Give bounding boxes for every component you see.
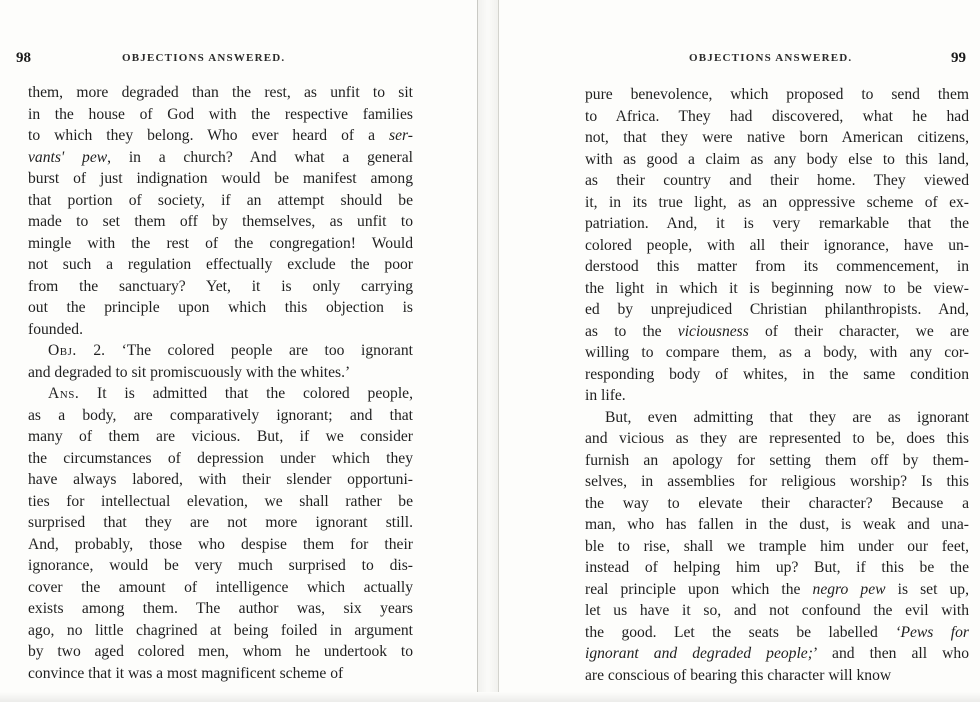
text-line: [28, 491, 413, 513]
small-caps-run: Obj.: [48, 342, 77, 359]
italic-run: negro pew: [812, 580, 886, 598]
text-line: [28, 168, 413, 190]
text-run: them, more degraded than the rest, as unfit to sit: [28, 84, 413, 101]
text-run: by two aged colored men, whom he undertook to: [28, 643, 413, 660]
text-run: convince that it was a most magnificent scheme of: [28, 664, 344, 682]
text-line: [585, 600, 969, 622]
text-run: responding body of whites, in the same condition: [585, 365, 969, 383]
text-line: [28, 534, 413, 556]
text-line: [585, 493, 969, 515]
text-run: burst of just indignation would be manifest among: [28, 170, 413, 187]
right-page: [498, 0, 980, 702]
text-run: derstood this matter from its commencement, in: [585, 258, 969, 275]
text-run: made to set them off by themselves, as unfit to: [28, 213, 413, 230]
italic-run: ignorant and degraded people;: [585, 645, 813, 662]
text-run: of their character, we are: [748, 322, 969, 340]
text-run: not such a regulation effectually exclude the poor: [28, 256, 413, 273]
text-run: as to the: [585, 322, 678, 340]
text-run: ed by unprejudiced Christian philanthropists. And,: [585, 301, 969, 318]
text-line: [585, 622, 969, 644]
text-run: is set up,: [885, 580, 969, 598]
text-line: [28, 512, 413, 534]
text-line: [28, 598, 413, 620]
text-line: [585, 84, 969, 106]
text-run: ties for intellectual elevation, we shall rather be: [28, 492, 413, 510]
text-line: [28, 233, 413, 255]
text-line: [28, 147, 413, 169]
text-run: are conscious of bearing this character will know: [585, 666, 892, 684]
text-run: It is admitted that the colored people,: [79, 385, 413, 402]
text-run: to which they belong. Who ever heard of a: [28, 127, 390, 144]
text-line: [585, 106, 969, 128]
text-run: surprised that they are not more ignorant still.: [28, 514, 413, 531]
text-run: pure benevolence, which proposed to send them: [585, 86, 969, 103]
text-line: [585, 514, 969, 536]
text-line: [585, 665, 969, 687]
text-run: in life.: [585, 387, 626, 404]
text-run: it, in its true light, as an oppressive scheme of ex-: [585, 193, 969, 211]
text-run: ’ and then all who: [812, 645, 969, 662]
text-line: [585, 170, 969, 192]
text-line: [28, 577, 413, 599]
italic-run: ser-: [389, 127, 413, 144]
italic-run: vants' pew: [28, 148, 108, 166]
text-line: [28, 362, 413, 384]
text-line: [585, 643, 969, 665]
text-run: from the sanctuary? Yet, it is only carrying: [28, 277, 413, 295]
text-run: And, probably, those who despise them for their: [28, 535, 413, 553]
text-line: [585, 235, 969, 257]
text-line: [28, 426, 413, 448]
left-page: [0, 0, 478, 702]
text-line: [28, 104, 413, 126]
text-line: [585, 364, 969, 386]
text-line: [585, 127, 969, 149]
text-run: 2. ‘The colored people are too ignorant: [76, 342, 413, 359]
text-line: [28, 555, 413, 577]
small-caps-run: Ans.: [48, 385, 80, 402]
text-run: mingle with the rest of the congregation! Would: [28, 234, 413, 252]
text-run: real principle upon which the: [585, 580, 813, 598]
text-run: many of them are vicious. But, if we consider: [28, 428, 413, 445]
text-line: [585, 428, 969, 450]
text-line: [585, 256, 969, 278]
text-line: [585, 321, 969, 343]
text-line: [28, 297, 413, 319]
text-run: the way to elevate their character? Because a: [585, 494, 969, 512]
text-run: ignorance, would be very much surprised to dis-: [28, 557, 413, 574]
italic-run: viciousness: [677, 322, 749, 340]
text-line: [28, 254, 413, 276]
text-line: [585, 471, 969, 493]
text-run: the good. Let the seats be labelled: [585, 623, 896, 641]
text-run: ble to rise, shall we trample him under our feet,: [585, 537, 969, 555]
page-number: 99: [951, 50, 966, 66]
text-line: [585, 342, 969, 364]
text-line: [585, 213, 969, 235]
text-line: [28, 469, 413, 491]
text-line: [28, 641, 413, 663]
page-edge: [0, 692, 980, 702]
text-run: as a body, are comparatively ignorant; and that: [28, 406, 413, 424]
text-line: [585, 450, 969, 472]
text-run: with as good a claim as any body else to this land,: [585, 150, 969, 168]
text-run: not, that they were native born American citizens,: [585, 129, 969, 146]
text-line: [28, 340, 413, 362]
text-line: [585, 557, 969, 579]
text-line: [28, 276, 413, 298]
text-run: But, even admitting that they are as ignorant: [605, 408, 969, 426]
text-line: [585, 536, 969, 558]
text-run: ago, no little chagrined at being foiled in argument: [28, 621, 413, 639]
text-line: [585, 192, 969, 214]
text-run: the light in which it is beginning now to be view-: [585, 279, 969, 297]
text-run: willing to compare them, as a body, with any cor-: [585, 344, 969, 361]
italic-run: ‘Pews for: [895, 623, 969, 641]
text-line: [585, 385, 969, 407]
text-line: [28, 448, 413, 470]
text-run: , in a church? And what a general: [107, 148, 413, 166]
running-head: OBJECTIONS ANSWERED.: [122, 52, 286, 64]
text-line: [585, 299, 969, 321]
text-line: [28, 620, 413, 642]
text-run: instead of helping him up? But, if this be the: [585, 559, 969, 576]
text-run: man, who has fallen in the dust, is weak and una-: [585, 516, 969, 533]
text-run: in the house of God with the respective families: [28, 105, 413, 123]
text-line: [585, 149, 969, 171]
text-line: [585, 579, 969, 601]
text-run: and degraded to sit promiscuously with the whites.’: [28, 363, 351, 381]
text-run: to Africa. They had discovered, what he had: [585, 107, 969, 125]
text-run: out the principle upon which this objection is: [28, 299, 413, 316]
text-run: and vicious as they are represented to be, does this: [585, 430, 969, 447]
text-run: have always labored, with their slender opportuni-: [28, 471, 413, 488]
text-run: patriation. And, it is very remarkable that the: [585, 215, 969, 232]
text-run: that portion of society, if an attempt should be: [28, 191, 413, 209]
page-body: [28, 82, 413, 684]
book-gutter: [478, 0, 498, 702]
text-line: [28, 125, 413, 147]
text-line: [28, 190, 413, 212]
text-run: founded.: [28, 320, 83, 338]
text-line: [28, 82, 413, 104]
text-line: [28, 319, 413, 341]
text-line: [28, 211, 413, 233]
text-line: [28, 405, 413, 427]
text-run: the circumstances of depression under which they: [28, 449, 413, 467]
text-line: [585, 407, 969, 429]
page-body: [585, 84, 969, 686]
text-run: furnish an apology for setting them off by them-: [585, 451, 969, 469]
text-line: [585, 278, 969, 300]
text-line: [28, 663, 413, 685]
text-run: cover the amount of intelligence which actually: [28, 578, 413, 596]
page-number: 98: [16, 50, 31, 66]
text-run: let us have it so, and not confound the evil with: [585, 602, 969, 619]
text-run: as their country and their home. They viewed: [585, 172, 969, 189]
running-head: OBJECTIONS ANSWERED.: [689, 52, 853, 64]
text-run: exists among them. The author was, six years: [28, 600, 413, 617]
text-run: colored people, with all their ignorance, have un-: [585, 236, 969, 254]
text-line: [28, 383, 413, 405]
text-run: selves, in assemblies for religious worship? Is this: [585, 473, 969, 490]
